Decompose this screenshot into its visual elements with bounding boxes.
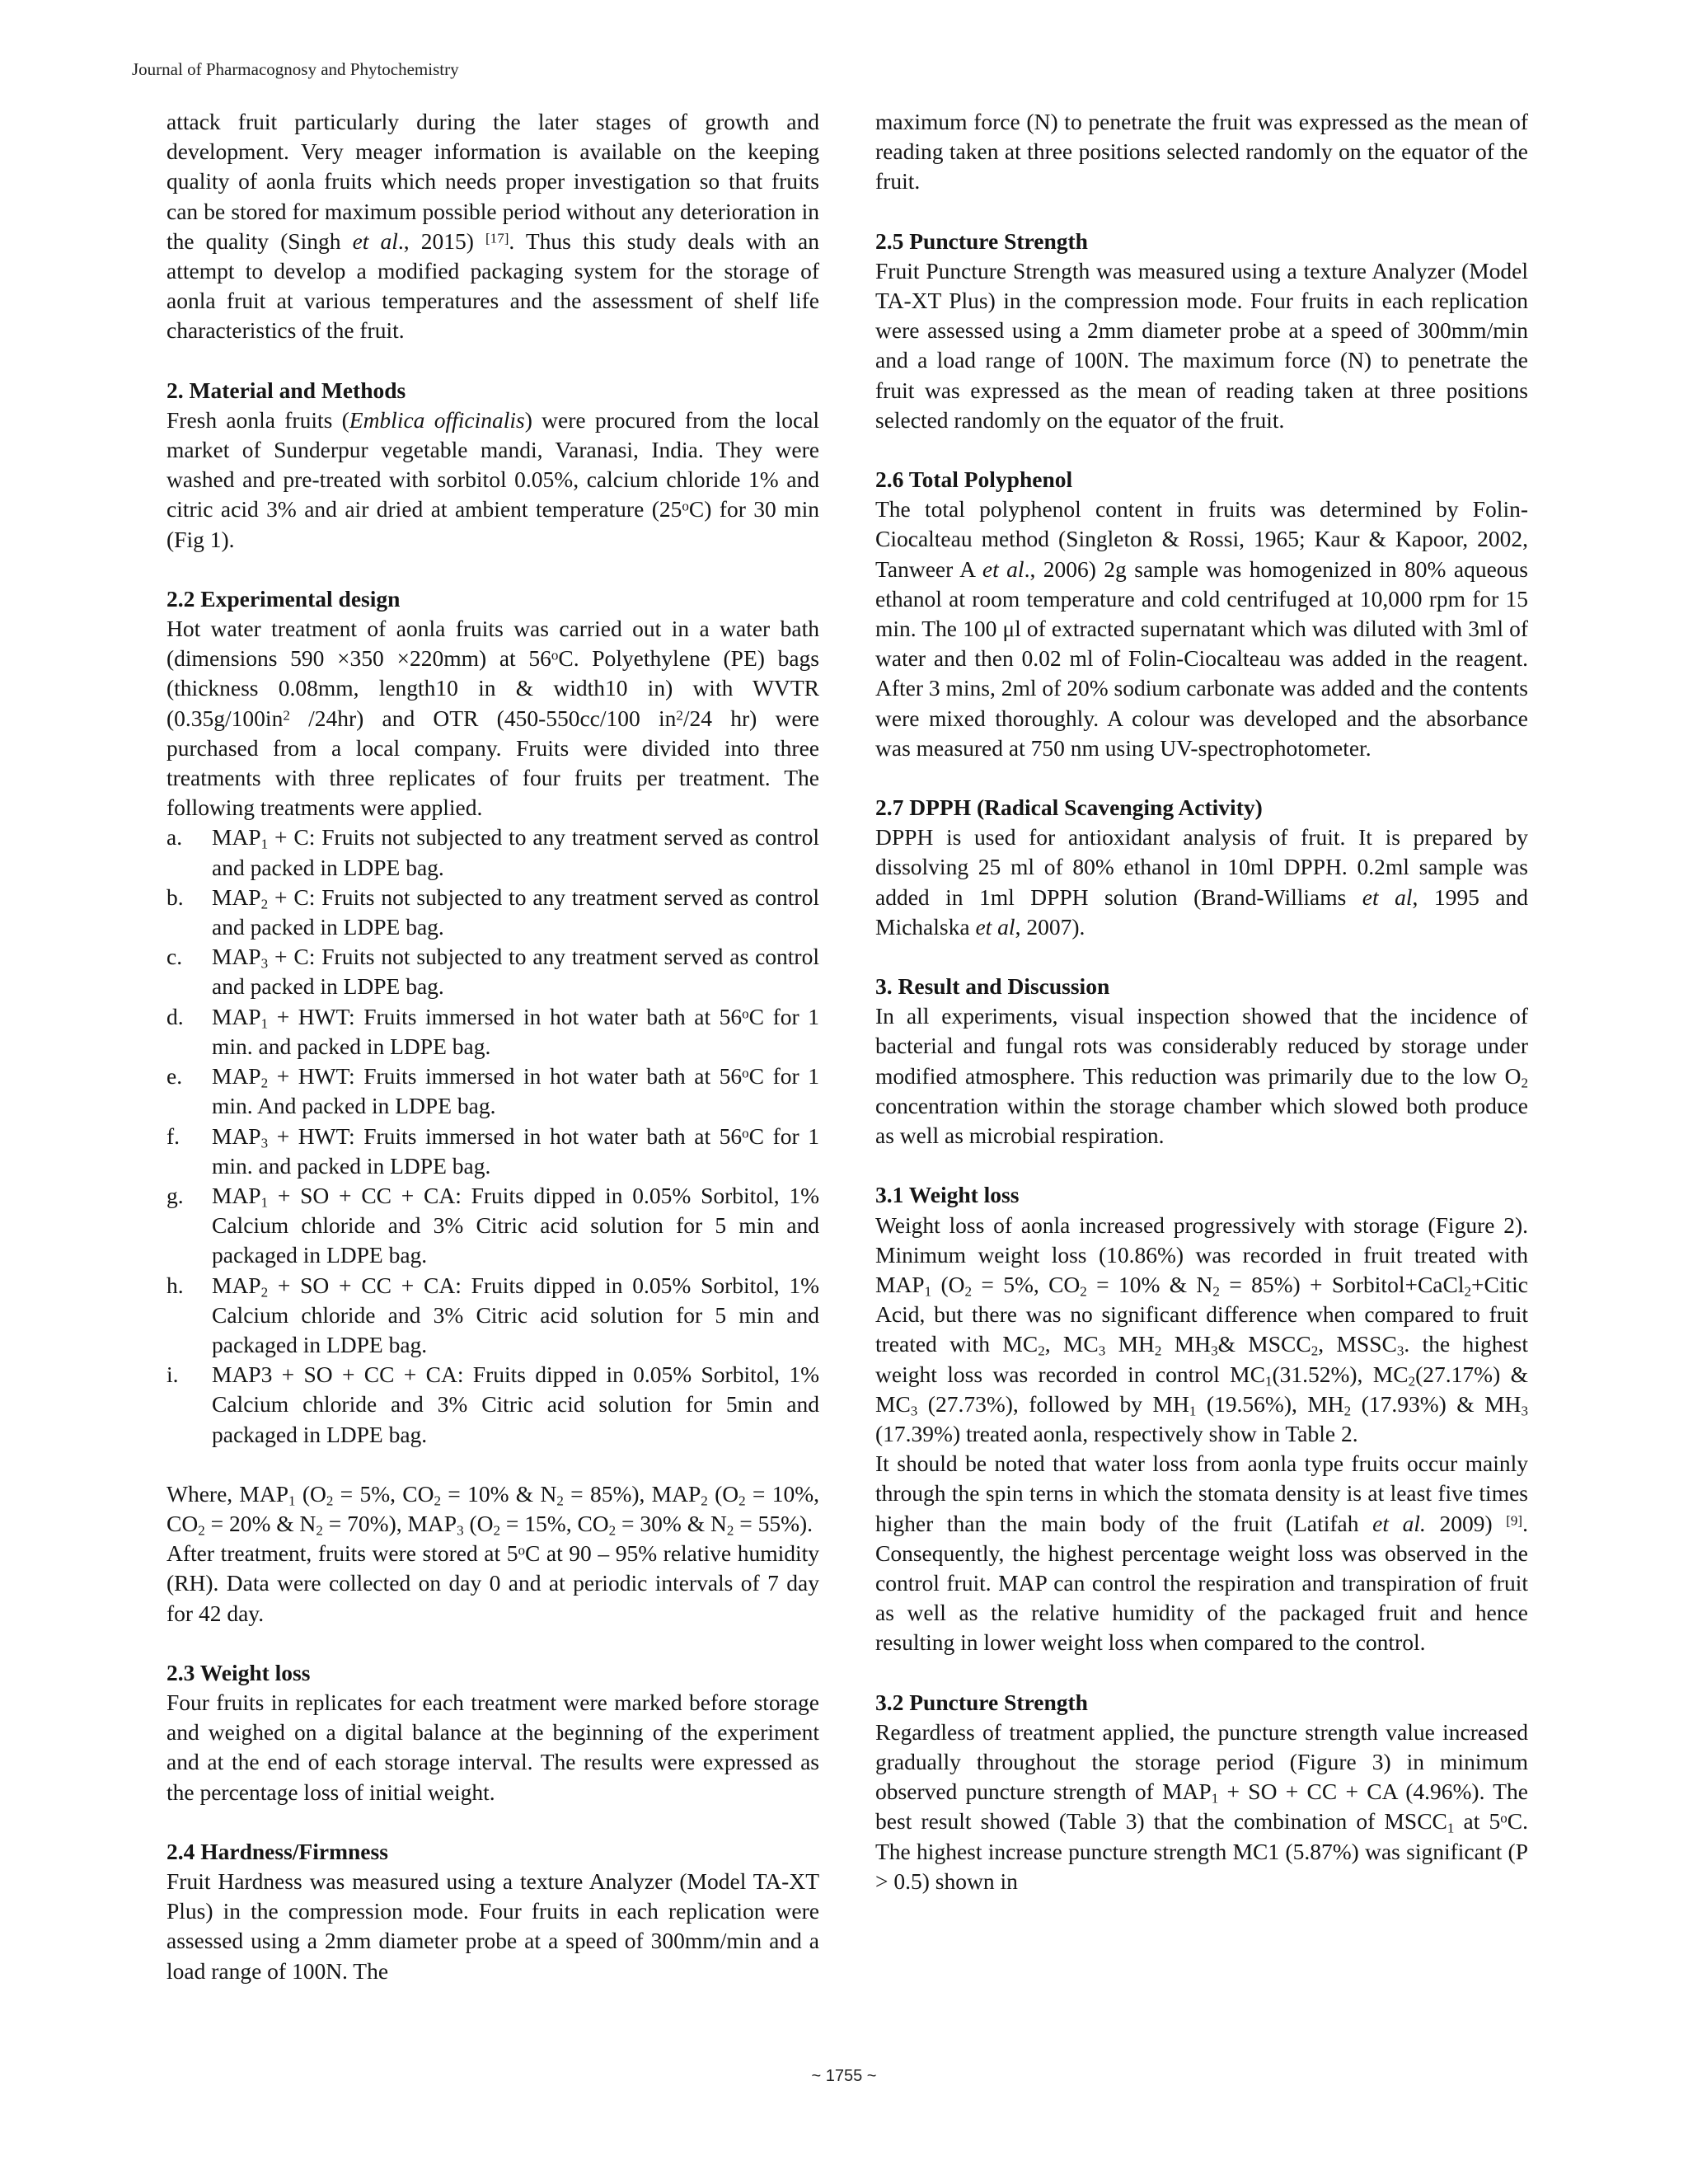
- list-item: f. $MAP_3$ + HWT: Fruits immersed in hot water bath at 56$^o$C for 1 min. and packed in LDPE bag.: [166, 1122, 819, 1179]
- list-item: d. $MAP_1$ + HWT: Fruits immersed in hot water bath at 56$^o$C for 1 min. and packed in LDPE bag.: [166, 1003, 819, 1059]
- page-number: ~ 1755 ~: [811, 2067, 877, 2085]
- section-heading: 3. Result and Discussion: [875, 973, 1110, 1000]
- intro-paragraph: attack fruit particularly during the later stages of growth and development. Very meager information is available on the keeping quality of aonla fruits which needs proper investigation so that fruits can be stored for maximum possible period without any deterioration in the quality (Singh et al., 2015) [17]. Thus this study deals with an attempt to develop a modified packaging system for the storage of aonla fruit at various temperatures and the assessment of shelf life characteristics of the fruit.: [166, 109, 819, 344]
- section-heading: 3.2 Puncture Strength: [875, 1689, 1088, 1715]
- left-column: [166, 107, 819, 1986]
- list-item: h. $MAP_2$ + SO + CC + CA: Fruits dipped in 0.05% Sorbitol, 1% Calcium chloride and 3% Citric acid solution for 5 min and packaged in LDPE bag.: [166, 1272, 819, 1357]
- journal-header: Journal of Pharmacognosy and Phytochemistry: [132, 59, 459, 79]
- paragraph: It should be noted that water loss from aonla type fruits occur mainly through the spin terns in which the stomata density is at least five times higher than the main body of the fruit (Latifah et al. 2009) [9]. Consequently, the highest percentage weight loss was observed in the control fruit. MAP can control the respiration and transpiration of fruit as well as the relative humidity of the packaged fruit and hence resulting in lower weight loss when compared to the control.: [875, 1451, 1528, 1656]
- right-column: [875, 107, 1528, 1896]
- list-item: g. $MAP_1$ + SO + CC + CA: Fruits dipped in 0.05% Sorbitol, 1% Calcium chloride and 3% Citric acid solution for 5 min and packaged in LDPE bag.: [166, 1182, 819, 1268]
- section-heading: 3.1 Weight loss: [875, 1182, 1020, 1208]
- section-heading: 2.2 Experimental design: [166, 585, 401, 612]
- list-item: c. $MAP_3 + C$: Fruits not subjected to any treatment served as control and packed in LDPE bag.: [166, 944, 819, 1000]
- section-heading: 2.3 Weight loss: [166, 1659, 311, 1685]
- citation-ref: [17]: [485, 230, 509, 246]
- citation-ref: [9]: [1506, 1511, 1523, 1528]
- paragraph: Fruit Puncture Strength was measured using a texture Analyzer (Model TA-XT Plus) in the compression mode. Four fruits in each replication were assessed using a 2mm diameter probe at a speed of 300mm/min and a load range of 100N. The maximum force (N) to penetrate the fruit was expressed as the mean of reading taken at three positions selected randomly on the equator of the fruit.: [875, 257, 1528, 433]
- paragraph: Hot water treatment of aonla fruits was carried out in a water bath (dimensions 590 ×350 ×220mm) at 56$^o$C. Polyethylene (PE) bags (thickness 0.08mm, length10 in & width10 in) with WVTR ($0.35g/100in^2$ /24hr) and OTR (450-550cc/100 $in^2/24$ hr) were purchased from a local company. Fruits were divided into three treatments with three replicates of four fruits per treatment. The following treatments were applied.: [166, 616, 819, 821]
- paragraph: After treatment, fruits were stored at 5$^o$C at 90 – 95% relative humidity (RH). Data were collected on day 0 and at periodic intervals of 7 day for 42 day.: [166, 1540, 820, 1626]
- list-item: a. $MAP_1 + C$: Fruits not subjected to any treatment served as control and packed in LDPE bag.: [166, 824, 819, 880]
- paragraph: maximum force (N) to penetrate the fruit was expressed as the mean of reading taken at three positions selected randomly on the equator of the fruit.: [875, 109, 1528, 194]
- where-paragraph: Where, $MAP_1$ ($O_2 = 5\%$, $CO_2 = 10\%$ & $N_2 = 85\%$), $MAP_2$ ($O_2 = 10\%$, $CO_2 = 20\%$ & $N_2 = 70\%$), $MAP_3$ ($O_2 = 15\%$, $CO_2 = 30\%$ & $N_2 = 55\%$).: [166, 1480, 819, 1539]
- list-item: e. $MAP_2$ + HWT: Fruits immersed in hot water bath at 56$^o$C for 1 min. And packed in LDPE bag.: [166, 1063, 819, 1119]
- section-heading: 2.7 DPPH (Radical Scavenging Activity): [875, 794, 1263, 821]
- section-heading: 2.4 Hardness/Firmness: [166, 1838, 388, 1864]
- section-heading: 2.5 Puncture Strength: [875, 227, 1088, 254]
- paragraph: The total polyphenol content in fruits was determined by Folin-Ciocalteau method (Singleton & Rossi, 1965; Kaur & Kapoor, 2002, Tanweer A et al., 2006) 2g sample was homogenized in 80% aqueous ethanol at room temperature and cold centrifuged at 10,000 rpm for 15 min. The 100 μl of extracted supernatant which was diluted with 3ml of water and then 0.02 ml of Folin-Ciocalteau was added in the reagent. After 3 mins, 2ml of 20% sodium carbonate was added and the contents were mixed thoroughly. A colour was developed and the absorbance was measured at 750 nm using UV-spectrophotometer.: [875, 496, 1528, 761]
- treatment-list: [166, 823, 819, 1449]
- list-item: i. MAP3 + SO + CC + CA: Fruits dipped in 0.05% Sorbitol, 1% Calcium chloride and 3% Citric acid solution for 5min and packaged in LDPE bag.: [166, 1361, 819, 1447]
- paragraph: In all experiments, visual inspection showed that the incidence of bacterial and fungal rots was considerably reduced by storage under modified atmosphere. This reduction was primarily due to the low $O_2$ concentration within the storage chamber which slowed both produce as well as microbial respiration.: [875, 1003, 1528, 1149]
- paragraph: Four fruits in replicates for each treatment were marked before storage and weighed on a digital balance at the beginning of the experiment and at the end of each storage interval. The results were expressed as the percentage loss of initial weight.: [166, 1689, 819, 1805]
- paragraph: Weight loss of aonla increased progressively with storage (Figure 2). Minimum weight loss (10.86%) was recorded in fruit treated with $MAP_1$ ($O_2 = 5\%$, $CO_2 = 10\%$ & $N_2 = 85\%$) + Sorbitol+CaCl$_2$+Citic Acid, but there was no significant difference when compared to fruit treated with $MC_2$, $MC_3$ $MH_2$ $MH_3\&$ $MSCC_2$, $MSSC_3$. the highest weight loss was recorded in control $MC_1(31.52\%)$, $MC_2(27.17\%)$ & $MC_3$ (27.73%), followed by $MH_1$ (19.56%), $MH_2$ (17.93%) & $MH_3$ (17.39%) treated aonla, respectively show in Table 2.: [875, 1212, 1528, 1446]
- section-heading: 2.6 Total Polyphenol: [875, 466, 1073, 493]
- paragraph: Fresh aonla fruits (Emblica officinalis) were procured from the local market of Sunderpur vegetable mandi, Varanasi, India. They were washed and pre-treated with sorbitol 0.05%, calcium chloride 1% and citric acid 3% and air dried at ambient temperature (25$^o$C) for 30 min (Fig 1).: [166, 406, 820, 552]
- paragraph: Fruit Hardness was measured using a texture Analyzer (Model TA-XT Plus) in the compression mode. Four fruits in each replication were assessed using a 2mm diameter probe at a speed of 300mm/min and a load range of 100N. The: [166, 1868, 819, 1984]
- paragraph: DPPH is used for antioxidant analysis of fruit. It is prepared by dissolving 25 ml of 80% ethanol in 10ml DPPH. 0.2ml sample was added in 1ml DPPH solution (Brand-Williams et al, 1995 and Michalska et al, 2007).: [875, 824, 1528, 940]
- list-item: b. $MAP_2 + C$: Fruits not subjected to any treatment served as control and packed in LDPE bag.: [166, 883, 819, 940]
- section-heading: 2. Material and Methods: [166, 377, 406, 403]
- paragraph: Regardless of treatment applied, the puncture strength value increased gradually throughout the storage period (Figure 3) in minimum observed puncture strength of $MAP_1$ + SO + CC + CA (4.96%). The best result showed (Table 3) that the combination of $MSCC_1$ at 5$^o$C. The highest increase puncture strength MC1 (5.87%) was significant (P > 0.5) shown in: [875, 1718, 1529, 1894]
